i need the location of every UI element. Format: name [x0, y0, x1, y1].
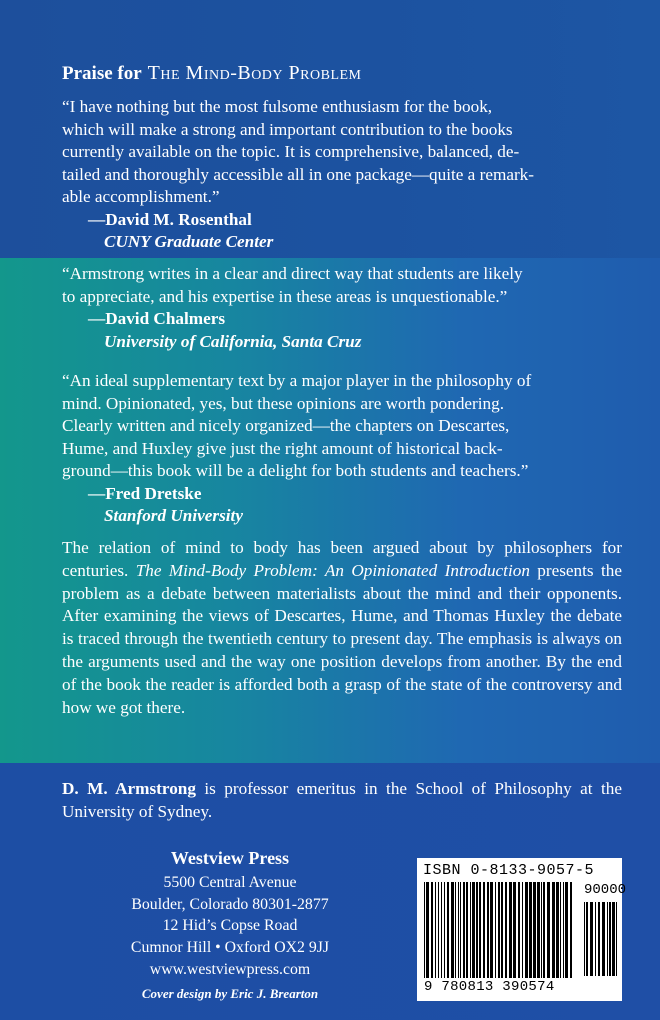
barcode-bar	[543, 882, 545, 978]
barcode-bar	[529, 882, 532, 978]
quote-author: —Fred Dretske	[88, 483, 202, 503]
barcode-bar	[598, 902, 600, 976]
barcode-bar	[472, 882, 475, 978]
review-quote-2	[62, 263, 602, 353]
ean-barcode	[424, 882, 574, 978]
quote-line: “Armstrong writes in a clear and direct way that students are likely	[62, 264, 523, 283]
quote-line: tailed and thoroughly accessible all in one package—quite a remark-	[62, 164, 534, 184]
barcode-bar	[501, 882, 503, 978]
quote-line: to appreciate, and his expertise in these areas is unquestionable.”	[62, 286, 508, 306]
quote-line: ground—this book will be a delight for both students and teachers.”	[62, 461, 529, 480]
quote-affiliation: Stanford University	[104, 506, 243, 525]
quote-line: mind. Opinionated, yes, but these opinions are worth pondering.	[62, 393, 505, 413]
barcode-bar	[466, 882, 468, 978]
barcode-bar	[570, 882, 572, 978]
barcode-bar	[522, 882, 523, 978]
barcode-bar	[487, 882, 489, 978]
publisher-name: Westview Press	[170, 848, 290, 868]
barcode-bar	[518, 882, 520, 978]
barcode-bar	[586, 902, 588, 976]
publisher-address-line: Boulder, Colorado 80301-2877	[131, 895, 329, 913]
book-description	[62, 537, 622, 719]
barcode-bar	[552, 882, 555, 978]
barcode-bar	[438, 882, 439, 978]
publisher-website: www.westviewpress.com	[149, 960, 311, 978]
barcode-bar	[590, 902, 593, 976]
barcode-bar	[584, 902, 585, 976]
barcode-bar	[455, 882, 456, 978]
barcode-bar	[560, 882, 561, 978]
quote-line: able accomplishment.”	[62, 187, 220, 206]
barcode-bar	[476, 882, 478, 978]
barcode-bar	[490, 882, 493, 978]
quote-author: —David M. Rosenthal	[88, 209, 252, 229]
barcode-bar	[441, 882, 442, 978]
barcode-bar	[537, 882, 540, 978]
barcode-bar	[547, 882, 550, 978]
barcode-bar	[513, 882, 516, 978]
quote-line: Hume, and Huxley give just the right amount of historical back-	[62, 438, 503, 458]
barcode-bar	[447, 882, 449, 978]
barcode-bar	[505, 882, 507, 978]
barcode-bar	[525, 882, 528, 978]
barcode-bar	[565, 882, 568, 978]
barcode-bar	[435, 882, 436, 978]
publisher-address-line: Cumnor Hill • Oxford OX2 9JJ	[130, 939, 330, 957]
barcode-bar	[607, 902, 608, 976]
barcode-bar	[533, 882, 536, 978]
praise-label: Praise for	[62, 63, 142, 84]
barcode-bar	[460, 882, 461, 978]
barcode-bar	[498, 882, 500, 978]
ean-digits: 9 780813 390574	[424, 979, 555, 995]
publisher-block	[80, 848, 380, 1005]
quote-line: Clearly written and nicely organized—the chapters on Descartes,	[62, 416, 510, 435]
barcode-bar	[556, 882, 559, 978]
quote-line: which will make a strong and important contribution to the books	[62, 119, 513, 139]
review-quote-1	[62, 96, 602, 254]
quote-affiliation: University of California, Santa Cruz	[104, 331, 362, 351]
barcode-bar	[612, 902, 615, 976]
barcode-bar	[495, 882, 496, 978]
praise-book-title: The Mind-Body Problem	[147, 62, 362, 84]
barcode-bar	[463, 882, 465, 978]
barcode-bar	[424, 882, 425, 978]
barcode-bar	[541, 882, 542, 978]
author-bio	[62, 777, 622, 823]
quote-author: —David Chalmers	[88, 309, 226, 328]
author-bio-text: is professor emeritus in the School of Philosophy at the University of Sydney.	[62, 779, 622, 821]
publisher-address-line: 12 Hid’s Copse Road	[162, 917, 298, 935]
description-book-title: The Mind-Body Problem: An Opinionated Introduction	[135, 560, 530, 580]
barcode-bar	[426, 882, 429, 978]
barcode-bar	[470, 882, 471, 978]
description-text: presents the problem as a debate between materialists about the mind and their opponents. After examining the views of Descartes, Hume, and Thomas Huxley the debate is traced through the twentieth century to present day. The emphasis is always on the arguments used and the way one position develops from another. By the end of the book the reader is afforded both a grasp of the state of the controversy and how we got there.	[62, 560, 622, 717]
description-text: The relation of mind to body has been argued about by philosophers for centuries.	[62, 538, 622, 580]
isbn-text: ISBN 0-8133-9057-5	[423, 862, 595, 879]
author-name: D. M. Armstrong	[62, 779, 196, 798]
barcode-bar	[483, 882, 485, 978]
quote-line: “I have nothing but the most fulsome enthusiasm for the book,	[62, 97, 493, 116]
review-quote-3	[62, 370, 602, 528]
isbn-barcode-box	[417, 858, 627, 1001]
barcode-bar	[431, 882, 433, 978]
quote-line: currently available on the topic. It is comprehensive, balanced, de-	[62, 142, 520, 161]
barcode-bar	[609, 902, 611, 976]
publisher-address-line: 5500 Central Avenue	[163, 873, 297, 891]
quote-affiliation: CUNY Graduate Center	[104, 232, 274, 251]
barcode-bar	[563, 882, 564, 978]
barcode-bar	[602, 902, 605, 976]
cover-design-credit: Cover design by Eric J. Brearton	[141, 985, 319, 1001]
barcode-bar	[479, 882, 481, 978]
addon-barcode	[584, 902, 617, 976]
quote-line: “An ideal supplementary text by a major player in the philosophy of	[62, 371, 532, 390]
barcode-bar	[509, 882, 512, 978]
price-code: 90000	[584, 882, 627, 898]
barcode-bar	[444, 882, 445, 978]
praise-heading	[62, 62, 362, 85]
barcode-bar	[451, 882, 454, 978]
barcode-bar	[595, 902, 596, 976]
barcode-bar	[616, 902, 617, 976]
barcode-bar	[458, 882, 459, 978]
